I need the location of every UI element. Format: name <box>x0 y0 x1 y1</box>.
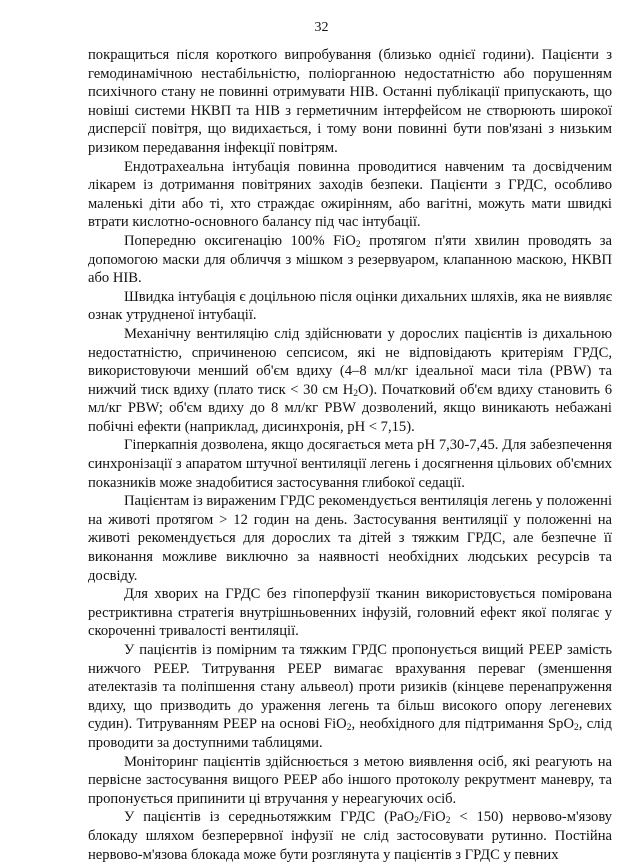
subscript: 2 <box>346 723 352 734</box>
subscript: 2 <box>574 723 579 734</box>
paragraph-monitoring: Моніторинг пацієнтів здійснюється з метою виявлення осіб, які реагують на первісне застосування вищого PEEP або іншого протоколу рекрутмент маневру, та пропонується припинити ці втручання у нереагуючих осіб. <box>88 753 612 807</box>
text-run: , слід проводити за доступними таблицями. <box>88 716 612 751</box>
paragraph-prone-positioning: Пацієнтам із вираженим ГРДС рекомендується вентиляція легень у положенні на животі протягом > 12 годин на день. Застосування вентиляції у положенні на животі рекомендується для дорослих та дітей з тяжким ГРДС, але безпечне її виконання можливе виключно за наявності необхідних людських ресурсів та досвіду. <box>88 493 612 584</box>
subscript: 2 <box>355 239 361 250</box>
paragraph-fluid-strategy: Для хворих на ГРДС без гіпоперфузії тканин використовується помірована рестриктивна стратегія внутрішньовенних інфузій, головний ефект якої полягає у скороченні тривалості вентиляції. <box>88 586 612 640</box>
text-run: , необхідного для підтримання SpO <box>351 716 574 733</box>
paragraph-peep <box>88 641 612 753</box>
paragraph-mechanical-ventilation <box>88 325 612 437</box>
body-text <box>88 46 612 864</box>
text-run: У пацієнтів із середньотяжким ГРДС (PaO <box>124 809 415 826</box>
text-run: У пацієнтів із помірним та тяжким ГРДС пропонується вищий PEEP замість нижчого PEEP. Титрування PEEP вимагає врахування переваг (зменшення ателектазів та поліпшення стану альвеол) проти ризиків (кінцеве перенапруження вдиху, що призводить до ураження легень та більш високого опору легеневих судин). Титруванням PEEP на основі FiO <box>88 642 612 733</box>
text-run: O). Початковий об'єм вдиху становить 6 мл/кг PBW; об'єм вдиху до 8 мл/кг PBW дозволений, якщо виникають небажані побічні ефекти (наприклад, дисинхронія, pH < 7,15). <box>88 381 612 435</box>
subscript: 2 <box>414 816 419 827</box>
paragraph-niv-continuation: покращиться після короткого випробування (близько однієї години). Пацієнти з гемодинамічною нестабільністю, поліорганною недостатністю або порушенням психічного стану не повинні отримувати НІВ. Останні публікації припускають, що новіші системи НКВП та НІВ з герметичним інтерфейсом не створюють широкої дисперсії повітря, що видихається, і тому вони повинні бути пов'язані з низьким ризиком передавання інфекції повітрям. <box>88 47 612 156</box>
subscript: 2 <box>445 816 451 827</box>
paragraph-neuromuscular-blockade <box>88 808 612 864</box>
paragraph-endotracheal-intubation: Ендотрахеальна інтубація повинна проводитися навченим та досвідченим лікарем із дотримання повітряних заходів безпеки. Пацієнти з ГРДС, особливо маленькі діти або ті, хто страждає ожирінням, або вагітні, можуть мати швидкі втрати кислотно-основного балансу під час інтубації. <box>88 158 612 231</box>
text-run: /FiO <box>418 809 446 826</box>
text-run: < 150) нервово-м'язову блокаду шляхом безперервної інфузії не слід застосовувати рутинно. Постійна нервово-м'язова блокада може бути розглянута у пацієнтів з ГРДС у певних <box>88 809 613 863</box>
subscript: 2 <box>353 388 359 399</box>
text-run: Попередню оксигенацію 100% FiO <box>124 232 356 249</box>
text-run: протягом п'яти хвилин проводять за допомогою маски для обличчя з мішком з резервуаром, клапанною маскою, НКВП або НІВ. <box>88 232 613 287</box>
paragraph-rapid-intubation: Швидка інтубація є доцільною після оцінки дихальних шляхів, яка не виявляє ознак утрудненої інтубації. <box>88 288 612 324</box>
paragraph-preoxygenation <box>88 232 612 288</box>
page-number: 32 <box>314 20 329 35</box>
paragraph-hypercapnia: Гіперкапнія дозволена, якщо досягається мета pH 7,30-7,45. Для забезпечення синхронізації з апаратом штучної вентиляції легень і досягнення цільових об'ємних показників може знадобитися застосування глибокої седації. <box>88 437 612 491</box>
text-run: Механічну вентиляцію слід здійснювати у дорослих пацієнтів із дихальною недостатністю, спричиненою сепсисом, які не відповідають критеріям ГРДС, використовуючи менший об'єм вдиху (4–8 мл/кг ідеальної маси тіла (PBW) та нижчий тиск вдиху (плато тиск < 30 см H <box>88 325 612 398</box>
